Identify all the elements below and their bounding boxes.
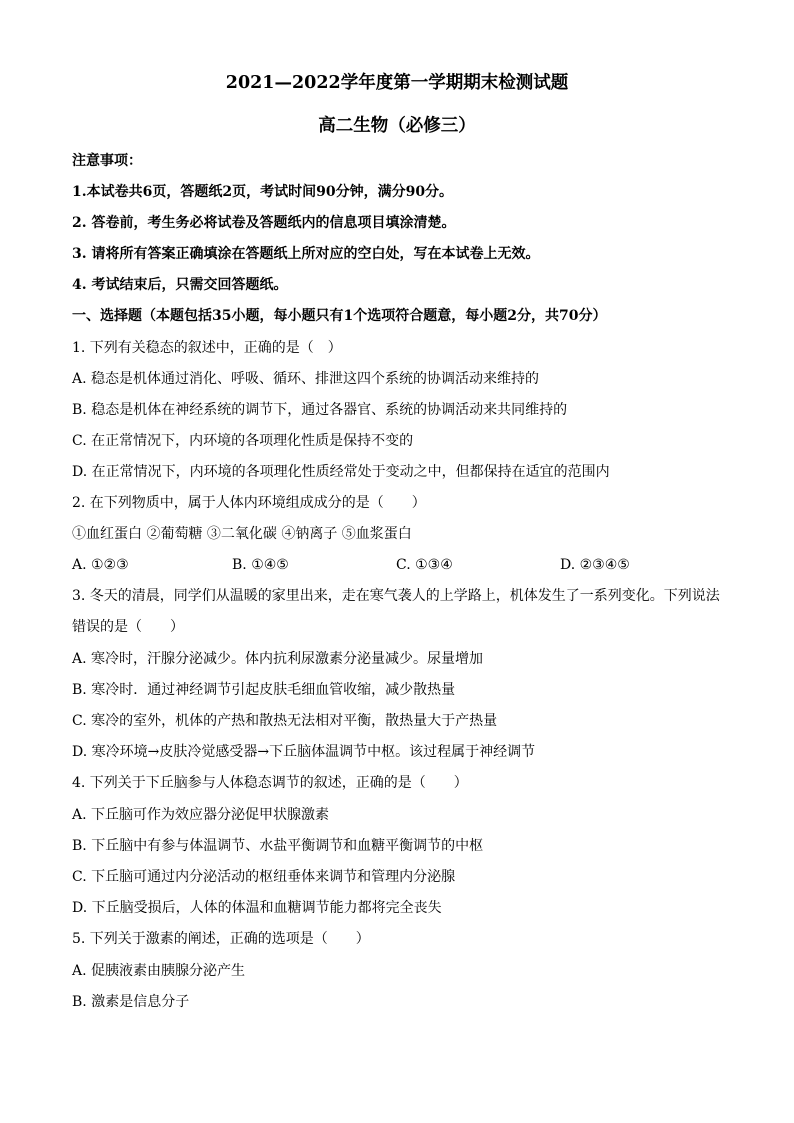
option: A. 稳态是机体通过消化、呼吸、循环、排泄这四个系统的协调活动来维持的 (72, 371, 540, 387)
option: A. 促胰液素由胰腺分泌产生 (72, 963, 246, 979)
option: B. 激素是信息分子 (72, 994, 190, 1010)
question-stem: 5. 下列关于激素的阐述，正确的选项是（ ） (72, 931, 370, 947)
option: B. ①④⑤ (232, 557, 289, 573)
option: B. 稳态是机体在神经系统的调节下，通过各器官、系统的协调活动来共同维持的 (72, 402, 568, 418)
option: B. 下丘脑中有参与体温调节、水盐平衡调节和血糖平衡调节的中枢 (72, 838, 484, 854)
option: D. 寒冷环境→皮肤冷觉感受器→下丘脑体温调节中枢。该过程属于神经调节 (72, 744, 536, 760)
section-heading: 一、选择题（本题包括35小题，每小题只有1个选项符合题意，每小题2分，共70分） (72, 308, 607, 324)
option: C. 寒冷的室外，机体的产热和散热无法相对平衡，散热量大于产热量 (72, 713, 498, 729)
option: C. 在正常情况下，内环境的各项理化性质是保持不变的 (72, 433, 414, 449)
option: C. 下丘脑可通过内分泌活动的枢纽垂体来调节和管理内分泌腺 (72, 869, 456, 885)
question-stem: 4. 下列关于下丘脑参与人体稳态调节的叙述，正确的是（ ） (72, 775, 468, 791)
notice-item: 3. 请将所有答案正确填涂在答题纸上所对应的空白处，写在本试卷上无效。 (72, 246, 540, 262)
question-stem: 1. 下列有关稳态的叙述中，正确的是（ ） (72, 340, 342, 356)
option: A. 寒冷时，汗腺分泌减少。体内抗利尿激素分泌量减少。尿量增加 (72, 651, 484, 667)
option: A. ①②③ (72, 557, 129, 573)
question-stem: 3. 冬天的清晨，同学们从温暖的家里出来，走在寒气袭人的上学路上，机体发生了一系列变化。下列说法 (72, 588, 720, 604)
option: C. ①③④ (396, 557, 453, 573)
notice-heading: 注意事项： (72, 153, 142, 169)
option: B. 寒冷时．通过神经调节引起皮肤毛细血管收缩，减少散热量 (72, 682, 456, 698)
question-stem-continued: 错误的是（ ） (72, 619, 184, 635)
option: D. 下丘脑受损后，人体的体温和血糖调节能力都将完全丧失 (72, 900, 442, 916)
notice-item: 1.本试卷共6页，答题纸2页，考试时间90分钟，满分90分。 (72, 184, 454, 200)
question-stem: 2. 在下列物质中，属于人体内环境组成成分的是（ ） (72, 495, 426, 511)
notice-item: 4. 考试结束后，只需交回答题纸。 (72, 277, 288, 293)
exam-title: 2021—2022学年度第一学期期末检测试题 (225, 73, 569, 93)
question-items: ①血红蛋白 ②葡萄糖 ③二氧化碳 ④钠离子 ⑤血浆蛋白 (72, 526, 412, 542)
option: D. ②③④⑤ (560, 557, 630, 573)
option: D. 在正常情况下，内环境的各项理化性质经常处于变动之中，但都保持在适宜的范围内 (72, 464, 610, 480)
option: A. 下丘脑可作为效应器分泌促甲状腺激素 (72, 807, 330, 823)
notice-item: 2. 答卷前，考生务必将试卷及答题纸内的信息项目填涂清楚。 (72, 215, 456, 231)
exam-subtitle: 高二生物（必修三） (318, 116, 476, 136)
